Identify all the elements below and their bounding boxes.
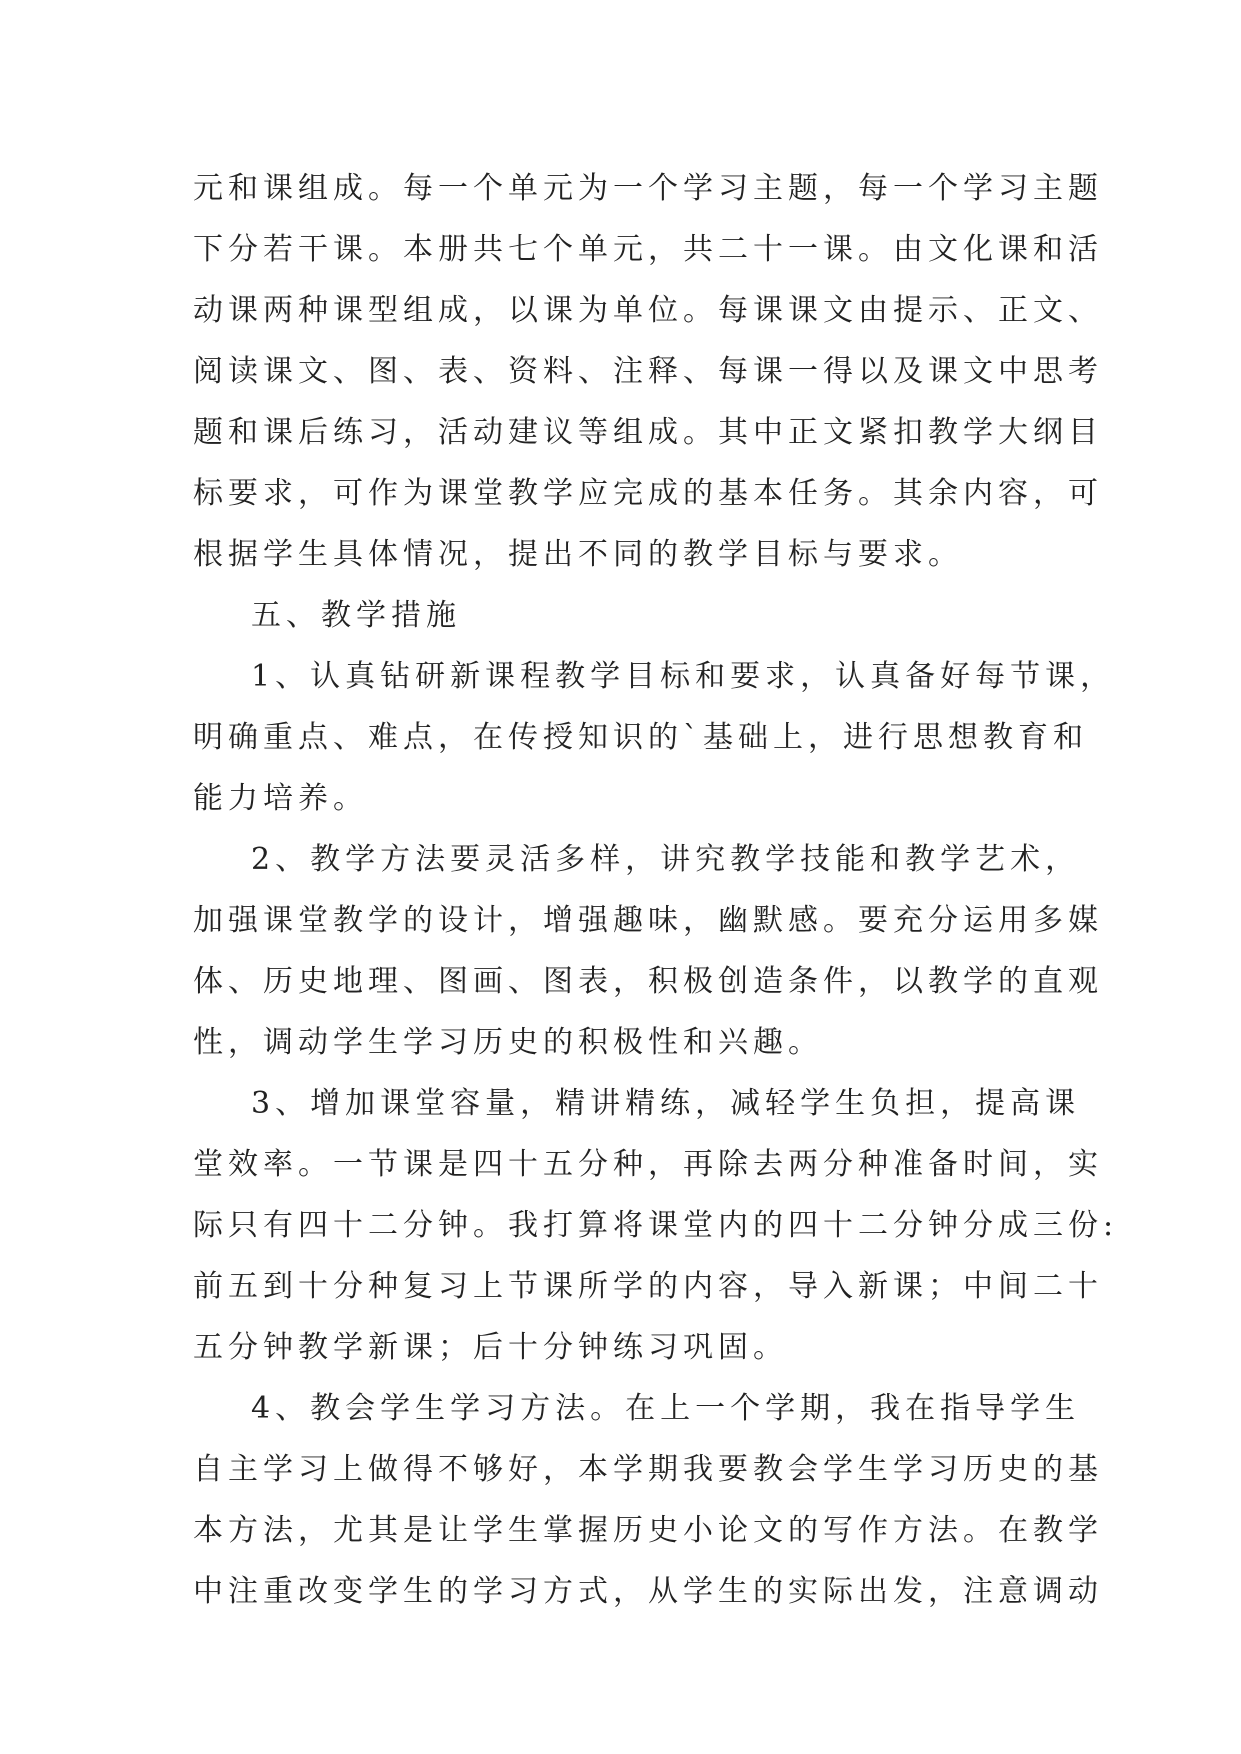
text-line: 际只有四十二分钟。我打算将课堂内的四十二分钟分成三份: [193, 1208, 1119, 1243]
text-line: 性，调动学生学习历史的积极性和兴趣。 [193, 1025, 823, 1060]
text-line: 2、教学方法要灵活多样，讲究教学技能和教学艺术， [251, 842, 1081, 877]
text-line: 题和课后练习，活动建议等组成。其中正文紧扣教学大纲目 [193, 415, 1103, 450]
text-line: 元和课组成。每一个单元为一个学习主题，每一个学习主题 [193, 171, 1103, 206]
text-line: 阅读课文、图、表、资料、注释、每课一得以及课文中思考 [193, 354, 1103, 389]
text-line: 加强课堂教学的设计，增强趣味，幽默感。要充分运用多媒 [193, 903, 1103, 938]
text-line: 前五到十分种复习上节课所学的内容，导入新课；中间二十 [193, 1269, 1103, 1304]
text-line: 自主学习上做得不够好，本学期我要教会学生学习历史的基 [193, 1452, 1103, 1487]
text-line: 3、增加课堂容量，精讲精练，减轻学生负担，提高课 [251, 1086, 1081, 1121]
text-line: 1、认真钻研新课程教学目标和要求，认真备好每节课， [251, 659, 1116, 694]
text-line: 下分若干课。本册共七个单元，共二十一课。由文化课和活 [193, 232, 1103, 267]
text-line: 五分钟教学新课；后十分钟练习巩固。 [193, 1330, 788, 1365]
text-line: 体、历史地理、图画、图表，积极创造条件，以教学的直观 [193, 964, 1103, 999]
text-line: 本方法，尤其是让学生掌握历史小论文的写作方法。在教学 [193, 1513, 1103, 1548]
text-line: 4、教会学生学习方法。在上一个学期，我在指导学生 [251, 1391, 1081, 1426]
text-line: 能力培养。 [193, 781, 368, 816]
text-line: 根据学生具体情况，提出不同的教学目标与要求。 [193, 537, 963, 572]
document-body [193, 158, 1119, 1622]
text-line: 动课两种课型组成，以课为单位。每课课文由提示、正文、 [193, 293, 1103, 328]
section-heading: 五、教学措施 [251, 598, 461, 633]
text-line: 明确重点、难点，在传授知识的`基础上，进行思想教育和 [193, 720, 1088, 755]
text-line: 标要求，可作为课堂教学应完成的基本任务。其余内容，可 [193, 476, 1103, 511]
text-line: 堂效率。一节课是四十五分种，再除去两分种准备时间，实 [193, 1147, 1103, 1182]
text-line: 中注重改变学生的学习方式，从学生的实际出发，注意调动 [193, 1574, 1103, 1609]
